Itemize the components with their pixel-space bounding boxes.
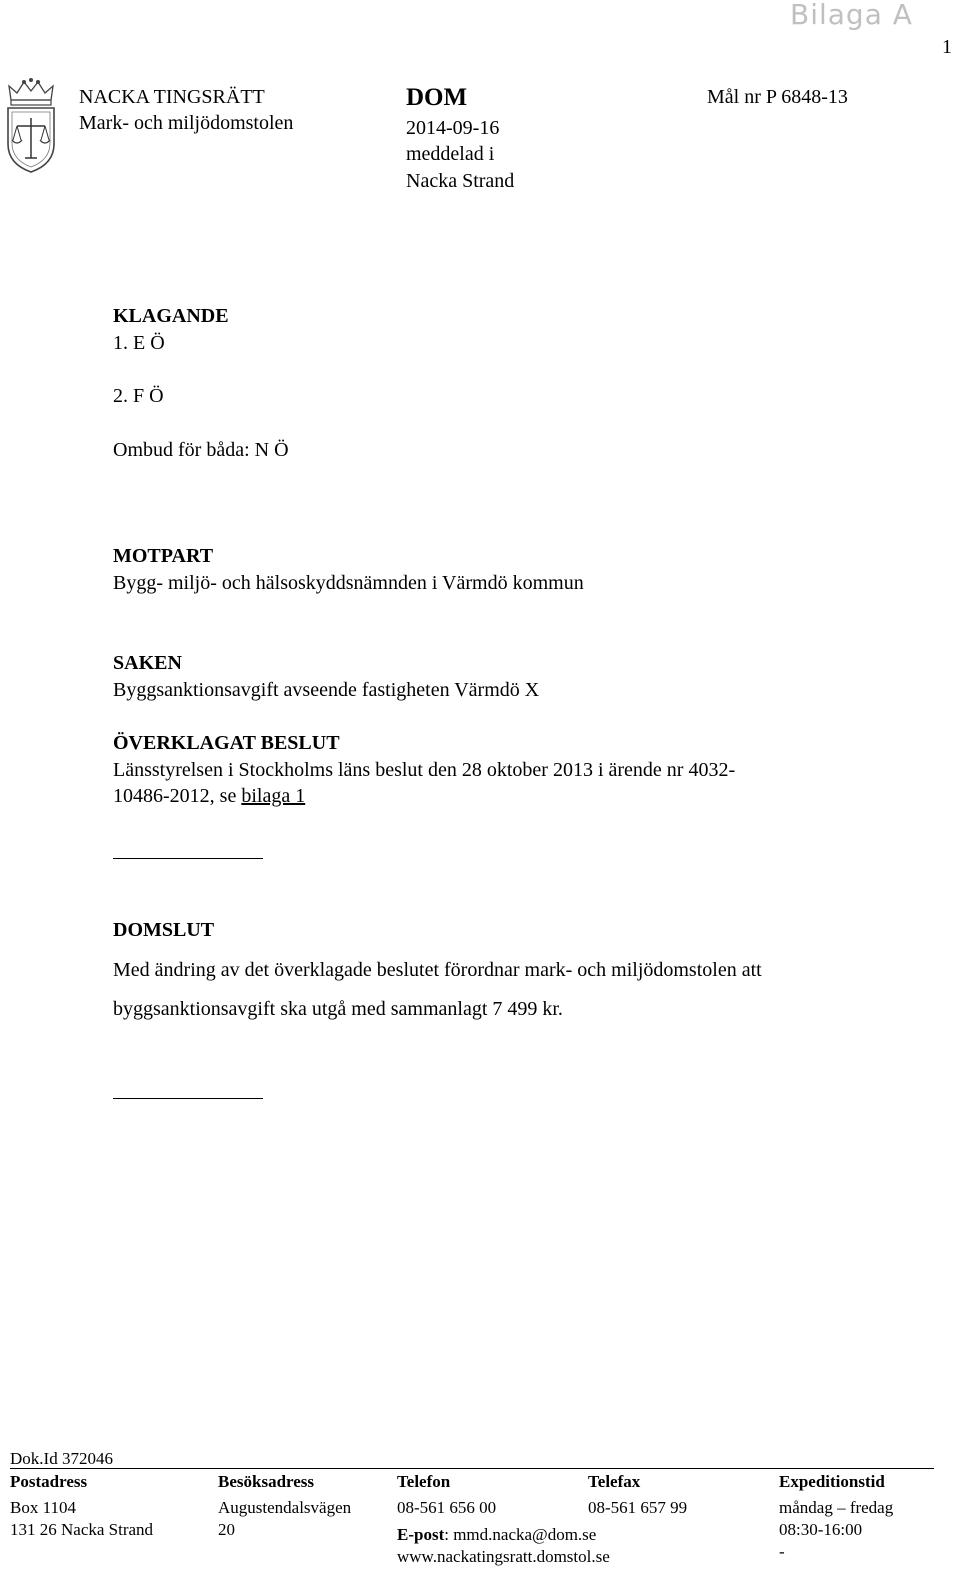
expeditionstid-label: Expeditionstid <box>779 1472 885 1491</box>
postadress-label: Postadress <box>10 1472 88 1491</box>
section-separator <box>113 858 263 859</box>
domslut-heading: DOMSLUT <box>113 919 215 941</box>
page-number: 1 <box>942 36 952 58</box>
expeditionstid-line-2: 08:30-16:00 <box>779 1520 863 1539</box>
section-separator <box>113 1098 263 1099</box>
domslut-line-2: byggsanktionsavgift ska utgå med sammanlagt 7 499 kr. <box>113 998 563 1020</box>
overklagat-line-2 <box>113 783 305 809</box>
expeditionstid-line-1: måndag – fredag <box>779 1498 894 1517</box>
court-name: NACKA TINGSRÄTT <box>79 86 265 108</box>
epost-line <box>397 1524 596 1546</box>
court-division: Mark- och miljödomstolen <box>79 112 294 134</box>
ombud-line: Ombud för båda: N Ö <box>113 439 289 461</box>
besoksadress-line-1: Augustendalsvägen <box>218 1498 352 1517</box>
bilaga-link[interactable]: bilaga 1 <box>241 785 306 807</box>
motpart-name: Bygg- miljö- och hälsoskyddsnämnden i Värmdö kommun <box>113 572 584 594</box>
epost-value[interactable]: : mmd.nacka@dom.se <box>444 1525 597 1544</box>
saken-text: Byggsanktionsavgift avseende fastigheten Värmdö X <box>113 679 540 701</box>
saken-heading: SAKEN <box>113 652 182 674</box>
telefax-value: 08-561 657 99 <box>588 1498 688 1517</box>
telefax-label: Telefax <box>588 1472 641 1491</box>
postadress-line-2: 131 26 Nacka Strand <box>10 1520 154 1539</box>
delivered-label: meddelad i <box>406 143 495 165</box>
overklagat-line-1: Länsstyrelsen i Stockholms läns beslut den 28 oktober 2013 i ärende nr 4032- <box>113 759 736 781</box>
expeditionstid-line-3: - <box>779 1542 785 1561</box>
motpart-heading: MOTPART <box>113 545 214 567</box>
footer-rule <box>10 1468 934 1469</box>
overklagat-line-2-prefix: 10486-2012, se <box>113 785 242 807</box>
overklagat-heading: ÖVERKLAGAT BESLUT <box>113 732 340 754</box>
domslut-line-1: Med ändring av det överklagade beslutet förordnar mark- och miljödomstolen att <box>113 959 762 981</box>
klagande-heading: KLAGANDE <box>113 305 229 327</box>
epost-label: E-post <box>397 1525 445 1544</box>
postadress-line-1: Box 1104 <box>10 1498 76 1517</box>
court-coat-of-arms-icon <box>2 78 60 174</box>
klagande-party-2: 2. F Ö <box>113 385 164 407</box>
delivered-place: Nacka Strand <box>406 170 515 192</box>
document-type: DOM <box>406 84 468 111</box>
besoksadress-line-2: 20 <box>218 1520 235 1539</box>
document-id: Dok.Id 372046 <box>10 1449 113 1468</box>
telefon-value: 08-561 656 00 <box>397 1498 497 1517</box>
website-link[interactable]: www.nackatingsratt.domstol.se <box>397 1547 610 1566</box>
besoksadress-label: Besöksadress <box>218 1472 315 1491</box>
case-number: Mål nr P 6848-13 <box>707 86 848 108</box>
bilaga-watermark: Bilaga A <box>790 0 913 31</box>
telefon-label: Telefon <box>397 1472 451 1491</box>
klagande-party-1: 1. E Ö <box>113 332 165 354</box>
judgment-date: 2014-09-16 <box>406 117 500 139</box>
